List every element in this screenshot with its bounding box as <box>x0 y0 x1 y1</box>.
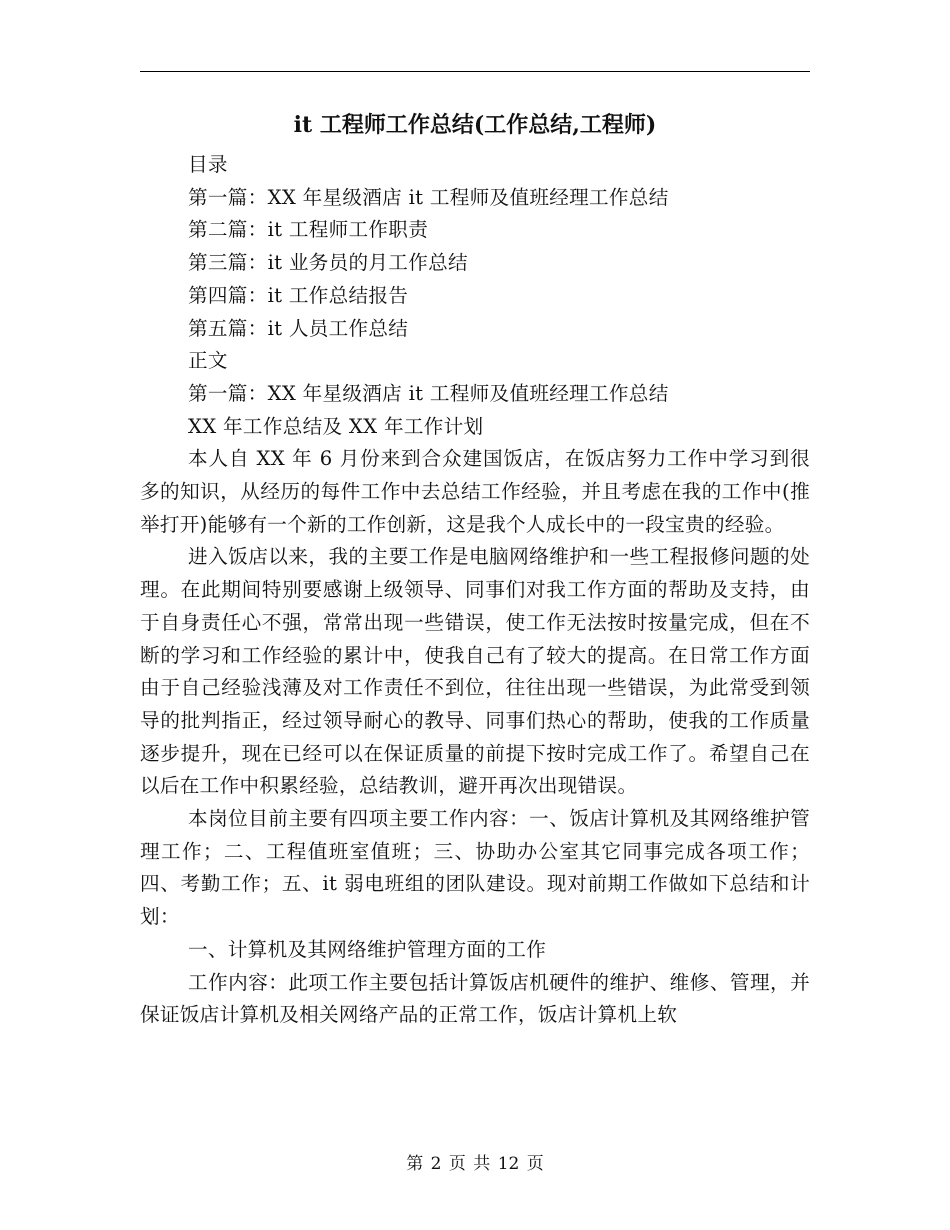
toc-item-5: 第五篇：it 人员工作总结 <box>188 316 409 340</box>
document-body <box>140 149 810 1032</box>
paragraph-3: 本岗位目前主要有四项主要工作内容：一、饭店计算机及其网络维护管理工作；二、工程值班室值班；三、协助办公室其它同事完成各项工作；四、考勤工作；五、it 弱电班组的团队建设。现对前期工作做如下总结和计划： <box>140 807 810 929</box>
toc-heading: 目录 <box>188 153 228 176</box>
section-heading: 一、计算机及其网络维护管理方面的工作 <box>188 937 547 961</box>
page-number: 第 2 页 共 12 页 <box>406 1154 544 1174</box>
chapter-subtitle: XX 年工作总结及 XX 年工作计划 <box>188 414 484 438</box>
chapter-title: 第一篇：XX 年星级酒店 it 工程师及值班经理工作总结 <box>188 381 669 405</box>
paragraph-2: 进入饭店以来，我的主要工作是电脑网络维护和一些工程报修问题的处理。在此期间特别要感谢上级领导、同事们对我工作方面的帮助及支持，由于自身责任心不强，常常出现一些错误，使工作无法按时按量完成，但在不断的学习和工作经验的累计中，使我自己有了较大的提高。在日常工作方面由于自己经验浅薄及对工作责任不到位，往往出现一些错误，为此常受到领导的批判指正，经过领导耐心的教导、同事们热心的帮助，使我的工作质量逐步提升，现在已经可以在保证质量的前提下按时完成工作了。希望自己在以后在工作中积累经验，总结教训，避开再次出现错误。 <box>140 545 810 798</box>
body-heading: 正文 <box>188 349 228 373</box>
toc-item-1: 第一篇：XX 年星级酒店 it 工程师及值班经理工作总结 <box>188 185 669 209</box>
toc-item-4: 第四篇：it 工作总结报告 <box>188 283 409 307</box>
paragraph-4: 工作内容：此项工作主要包括计算饭店机硬件的维护、维修、管理，并保证饭店计算机及相关网络产品的正常工作，饭店计算机上软 <box>140 970 810 1027</box>
toc-item-2: 第二篇：it 工程师工作职责 <box>188 218 429 242</box>
header-rule <box>140 71 810 72</box>
toc-item-3: 第三篇：it 业务员的月工作总结 <box>188 251 468 275</box>
paragraph-1: 本人自 XX 年 6 月份来到合众建国饭店，在饭店努力工作中学习到很多的知识，从经历的每件工作中去总结工作经验，并且考虑在我的工作中(推举打开)能够有一个新的工作创新，这是我个人成长中的一段宝贵的经验。 <box>140 447 810 536</box>
document-title: it 工程师工作总结(工作总结,工程师) <box>293 112 657 138</box>
